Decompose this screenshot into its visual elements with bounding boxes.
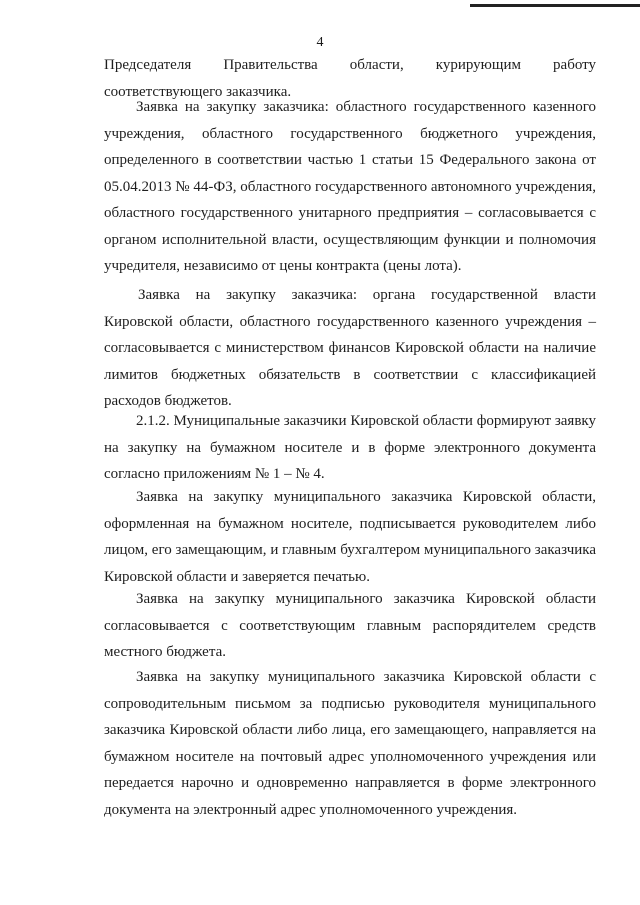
page-number: 4 — [316, 35, 324, 50]
paragraph-2-1-2: 2.1.2. Муниципальные заказчики Кировской области формируют заявку на закупку на бумажном носителе и в форме электронного документа согласно приложениям № 1 – № 4. — [104, 413, 596, 482]
paragraph-continuation: Председателя Правительства области, курирующим работу соответствующего заказчика. — [104, 57, 596, 100]
paragraph-regional-institutions: Заявка на закупку заказчика: областного государственного казенного учреждения, областного государственного бюджетного учреждения, определенного в соответствии частью 1 статьи 15 Федерального закона от 05.04.2013 № 44-ФЗ, областного государственного автономного учреждения, областного государственного унитарного предприятия – согласовывается с органом исполнительной власти, осуществляющим функции и полномочия учредителя, независимо от цены контракта (цены лота). — [104, 99, 596, 274]
paragraph-paper-signing: Заявка на закупку муниципального заказчика Кировской области, оформленная на бумажном носителе, подписывается руководителем либо лицом, его замещающим, и главным бухгалтером муниципального заказчика Кировской области и заверяется печатью. — [104, 489, 596, 585]
paragraph-budget-approval: Заявка на закупку муниципального заказчика Кировской области согласовывается с соответствующим главным распорядителем средств местного бюджета. — [104, 591, 596, 660]
paragraph-state-authority: Заявка на закупку заказчика: органа государственной власти Кировской области, областного государственного казенного учреждения – согласовывается с министерством финансов Кировской области на наличие лимитов бюджетных обязательств в соответствии с классификацией расходов бюджетов. — [104, 287, 596, 409]
paragraph-submission: Заявка на закупку муниципального заказчика Кировской области с сопроводительным письмом за подписью руководителя муниципального заказчика Кировской области либо лица, его замещающего, направляется на бумажном носителе на почтовый адрес уполномоченного учреждения или передается нарочно и одновременно направляется в форме электронного документа на электронный адрес уполномоченного учреждения. — [104, 669, 596, 818]
top-edge-line — [470, 4, 640, 7]
